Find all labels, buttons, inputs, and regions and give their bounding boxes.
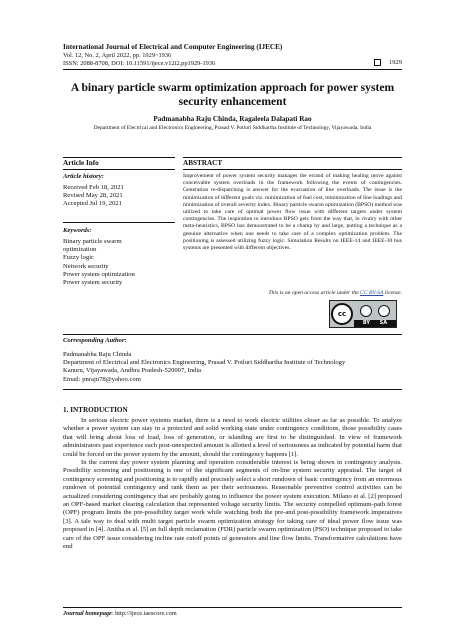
- abstract-heading: ABSTRACT: [183, 159, 223, 167]
- corresponding-block: [63, 351, 402, 384]
- article-info-heading: Article Info: [63, 159, 99, 167]
- volume-line: Vol. 12, No. 2, April 2022, pp. 1929~1936: [63, 52, 172, 59]
- corresponding-email: Email: pnraju78@yahoo.com: [63, 375, 141, 383]
- section-heading-introduction: 1. INTRODUCTION: [63, 406, 128, 414]
- footer-url: : http://ijece.iaescore.com: [111, 610, 177, 617]
- authors: Padmanabha Raju Chinda, Ragaleela Dalapati Rao: [153, 115, 312, 123]
- affiliation: Department of Electrical and Electronics Engineering, Prasad V. Potluri Siddhartha Institute of Technology, Vijayawada, India: [93, 125, 372, 131]
- corresponding-dept: Department of Electrical and Electronics Engineering, Prasad V. Potluri Siddhartha Institute of Technology: [63, 359, 346, 367]
- corresponding-top-rule: [63, 334, 402, 335]
- keyword: Binary particle swarm: [63, 238, 122, 245]
- paper-title: A binary particle swarm optimization approach for power system security enhancement: [70, 81, 395, 108]
- article-info-mid-rule: [63, 169, 175, 170]
- keyword: Fuzzy logic: [63, 254, 94, 262]
- abstract-text: Improvement of power system security manages the errand of making healing move against conceivable system overloads in the framework following the events of contingencies. Generation re-dispatching is answer for the evacuation of line overloads. The issue is the minimization of different goals viz. minimization of fuel cost, minimization of line loadings and minimization of overall severity index. Binary particle swarm optimization (BPSO) method was utilized to take care of optimal power flow issue with different targets under system contingencies. The inspiration to introduce BPSO gets from the way that, in rivalry with other meta-heuristics, BPSO has demonstrated to be a champ by and large, putting a technique as a genuine alternative when one needs to take care of a complex optimization problem. The positioning is assessed utilizing fuzzy logic. Simulation Results on IEEE-14 and IEEE-30 bus systems are presented with different objectives.: [183, 173, 402, 252]
- keywords-heading: Keywords:: [63, 227, 92, 234]
- cc-by-label: BY: [362, 320, 370, 326]
- open-access-prefix: This is an open access article under the: [268, 290, 361, 296]
- history-accepted: Accepted Jul 19, 2021: [63, 200, 122, 208]
- cc-logo-circle: cc: [331, 303, 353, 325]
- article-info-top-rule: [63, 157, 175, 158]
- issn-line: ISSN: 2088-8708, DOI: 10.11591/ijece.v12i2.pp1929-1936: [63, 60, 216, 68]
- keywords-rule: [63, 222, 175, 223]
- cc-sa-label: SA: [379, 320, 388, 326]
- history-heading: Article history:: [63, 173, 104, 180]
- sa-share-icon: [378, 305, 390, 317]
- journal-header: [63, 43, 403, 68]
- square-icon: [374, 59, 381, 66]
- article-history: [63, 173, 175, 209]
- introduction-body: [63, 417, 402, 552]
- abstract-mid-rule: [183, 169, 402, 170]
- open-access-suffix: license.: [383, 290, 402, 296]
- keyword: Power system security: [63, 279, 123, 287]
- page-footer: [63, 607, 402, 617]
- cc-license-badge[interactable]: [329, 300, 397, 328]
- corresponding-bottom-rule: [63, 389, 402, 390]
- history-revised: Revised May 28, 2021: [63, 192, 123, 200]
- intro-paragraph: In serious electric power systems market, there is a need to work electric utilities closer as far as possible. To analyze whether a power system can stay in a protected and solid working state under contingency conditions, those possibility cases that will bring about loss of load, loss of generation, or islanding are first to be distinguished. In view of framework administrators past experience each post-unexpected amount is allotted a level of seriousness as indicated by potential harm that could be forced on the power system by the amount, should the contingency happens [1].: [63, 417, 402, 458]
- intro-paragraph: In the current day power system planning and operation considerable interest is being shown in contingency analysis. Possibility screening and positioning is one of the significant segments of on-line system security appraisal. The target of contingency screening and positioning is to rapidly and precisely select a short rundown of basic contingency from an enormous rundown of potential contingency and rank them as per their seriousness. Reasonable preventive control activities can be actualized considering contingency that are probably going to influence the power system execution. Milano et al. [2] proposed an OPF-based market clearing calculation that represented voltage security limits. The security compelled optimum-path forest (OPF) program limits the pre-possibility target work while watching both the pre-and post-possibility framework imperatives [3]. A tale way to deal with multi target particle swarm optimization strategy for taking care of ideal power flow issue was proposed in [4]. Anitha et al. [5] an full depth reclamation (FDR) particle swarm optimization (PSO) technique proposed to take care of the OPF issue considering incline rate cutoff points of generators and line flow limits. Transformative calculations have end: [63, 459, 402, 551]
- header-rule: [63, 69, 402, 70]
- journal-name: International Journal of Electrical and Computer Engineering (IJECE): [63, 43, 283, 51]
- corresponding-heading: Corresponding Author:: [63, 337, 127, 344]
- cc-logo: [330, 301, 354, 327]
- history-received: Received Feb 18, 2021: [63, 184, 124, 191]
- by-person-icon: [360, 305, 372, 317]
- page-number-block: [374, 59, 402, 66]
- page-number: 1929: [388, 59, 402, 66]
- keywords-block: [63, 227, 175, 287]
- open-access-note: [183, 290, 402, 296]
- license-link[interactable]: CC BY-SA: [360, 290, 384, 296]
- keyword: optimization: [63, 246, 97, 254]
- footer-label: Journal homepage: [63, 610, 112, 617]
- corresponding-name: Padmanabha Raju Chinda: [63, 351, 132, 358]
- abstract-top-rule: [183, 157, 402, 158]
- keyword: Power system optimization: [63, 270, 135, 278]
- corresponding-address: Kanuru, Vijayawada, Andhra Pradesh-520007, India: [63, 367, 202, 375]
- keyword: Network security: [63, 262, 109, 270]
